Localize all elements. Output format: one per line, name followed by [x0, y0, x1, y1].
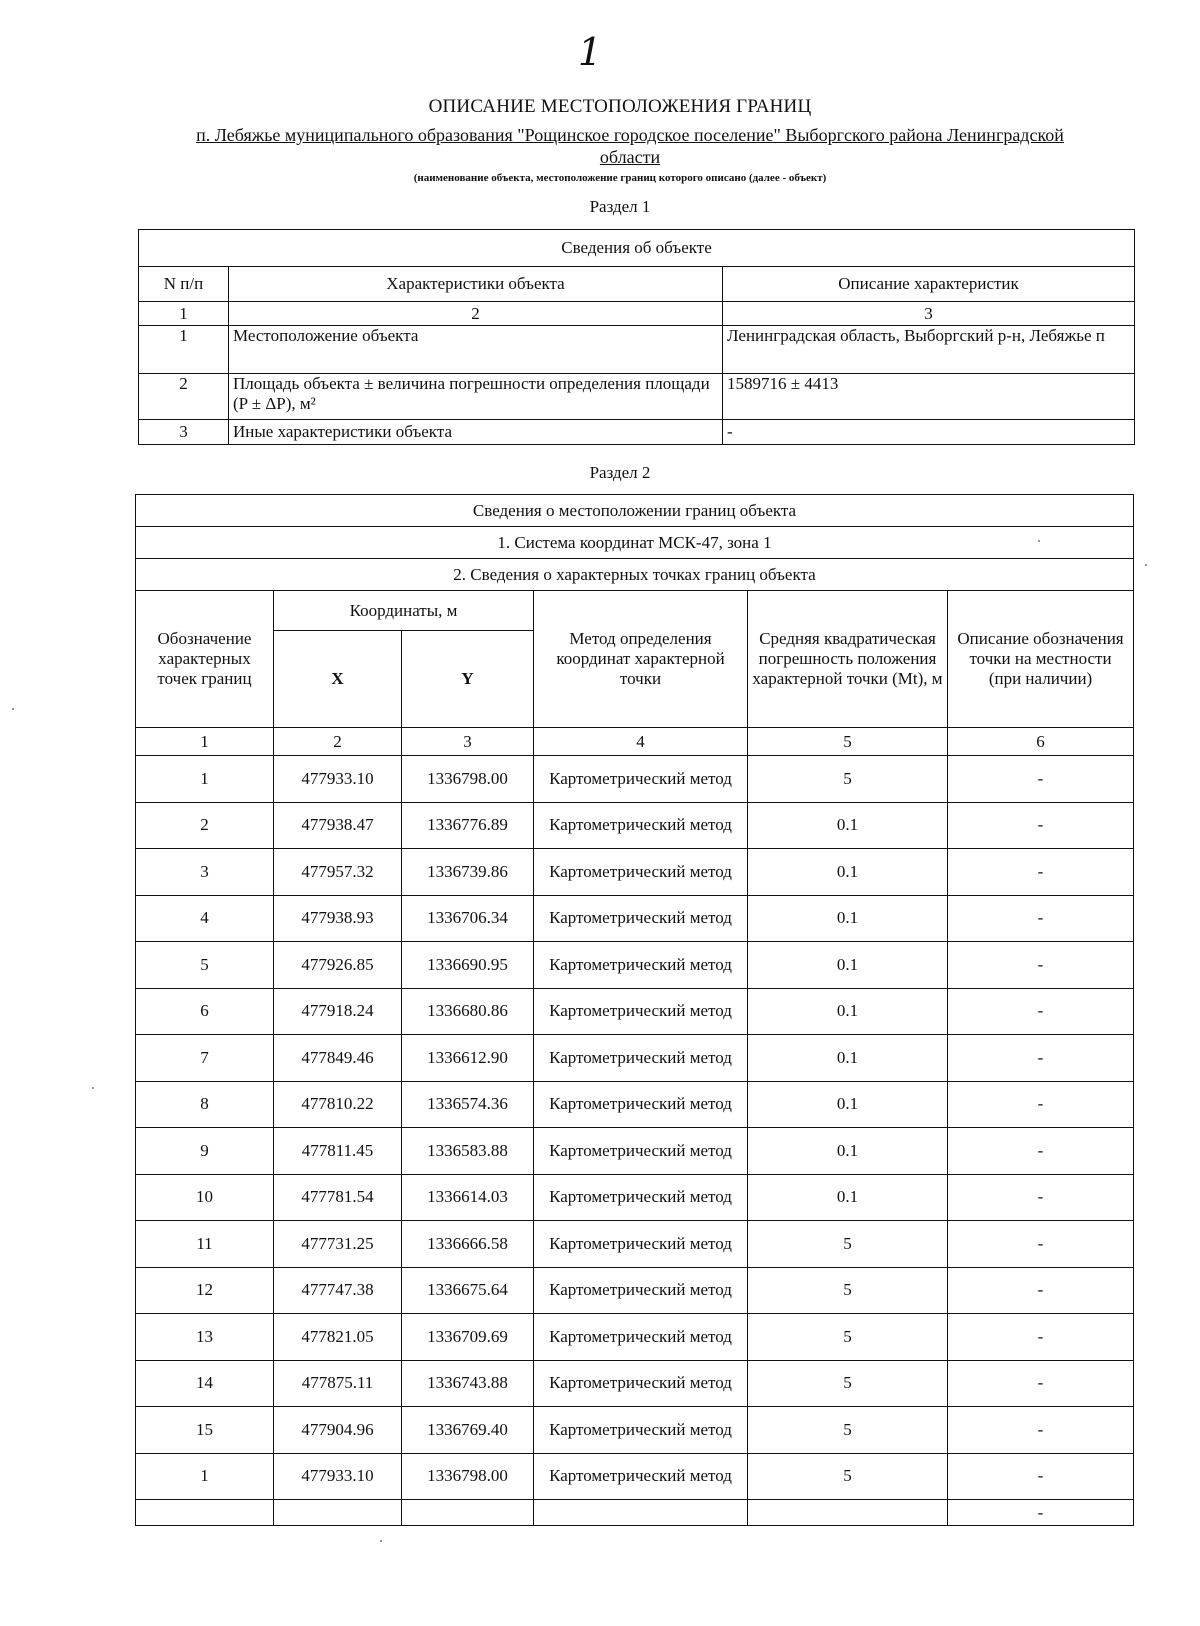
section2-label: Раздел 2: [589, 463, 651, 482]
table-row: [136, 1128, 1134, 1175]
col-number: 4: [534, 728, 748, 756]
coord-y: 1336769.40: [402, 1407, 534, 1454]
coord-y: 1336614.03: [402, 1174, 534, 1221]
characteristic-value: -: [723, 420, 1135, 445]
table-row: [139, 420, 1135, 445]
point-id: 8: [136, 1081, 274, 1128]
mean-error: 0.1: [748, 895, 948, 942]
row-number: 2: [139, 374, 229, 420]
scan-speck: [1145, 564, 1147, 566]
method: Картометрический метод: [534, 1128, 748, 1175]
method: Картометрический метод: [534, 849, 748, 896]
scan-speck: [12, 708, 14, 710]
table-row: [136, 1453, 1134, 1500]
method: Картометрический метод: [534, 756, 748, 803]
point-description: -: [948, 1267, 1134, 1314]
point-id: 10: [136, 1174, 274, 1221]
object-name-line2: области: [599, 147, 661, 167]
table-row: [136, 895, 1134, 942]
coord-y: 1336739.86: [402, 849, 534, 896]
boundary-table-title: Сведения о местоположении границ объекта: [136, 495, 1134, 527]
method: Картометрический метод: [534, 1174, 748, 1221]
coord-y: 1336675.64: [402, 1267, 534, 1314]
point-rows: [136, 756, 1134, 1500]
coord-y: 1336798.00: [402, 1453, 534, 1500]
object-info-title: Сведения об объекте: [139, 230, 1135, 267]
mean-error: 0.1: [748, 849, 948, 896]
table-row: [136, 942, 1134, 989]
coord-y: 1336690.95: [402, 942, 534, 989]
section1-label: Раздел 1: [589, 197, 651, 216]
coord-y: 1336612.90: [402, 1035, 534, 1082]
point-id: 3: [136, 849, 274, 896]
header-point-description: Описание обозначения точки на местности (при наличии): [948, 591, 1134, 728]
object-name-note: (наименование объекта, местоположение границ которого описано (далее - объект): [413, 172, 827, 184]
col-number: 1: [139, 302, 229, 326]
col-number: 1: [136, 728, 274, 756]
point-id: 11: [136, 1221, 274, 1268]
object-info-table: [138, 229, 1135, 445]
characteristic-name: Площадь объекта ± величина погрешности определения площади (P ± ΔP), м²: [229, 374, 723, 420]
coord-y: 1336680.86: [402, 988, 534, 1035]
method: Картометрический метод: [534, 802, 748, 849]
point-description: -: [948, 942, 1134, 989]
table-row: [136, 1081, 1134, 1128]
coord-y: 1336583.88: [402, 1128, 534, 1175]
object-name-line1: п. Лебяжье муниципального образования "Рощинское городское поселение" Выборгского района Ленинградской: [196, 125, 1064, 145]
table-row: [136, 988, 1134, 1035]
point-description: -: [948, 756, 1134, 803]
mean-error: 0.1: [748, 988, 948, 1035]
col-number: 6: [948, 728, 1134, 756]
header-characteristics: Характеристики объекта: [229, 267, 723, 302]
coord-x: 477938.47: [274, 802, 402, 849]
table-row: [136, 756, 1134, 803]
method: Картометрический метод: [534, 895, 748, 942]
document-title: ОПИСАНИЕ МЕСТОПОЛОЖЕНИЯ ГРАНИЦ: [428, 96, 812, 117]
coord-x: 477875.11: [274, 1360, 402, 1407]
scan-speck: [92, 1087, 94, 1089]
point-id: 14: [136, 1360, 274, 1407]
table-row: [136, 1360, 1134, 1407]
method: Картометрический метод: [534, 1035, 748, 1082]
table-row: [136, 1267, 1134, 1314]
col-number: 5: [748, 728, 948, 756]
point-id: 6: [136, 988, 274, 1035]
coord-x: 477933.10: [274, 1453, 402, 1500]
header-point: Обозначение характерных точек границ: [136, 591, 274, 728]
coord-x: 477926.85: [274, 942, 402, 989]
header-y: Y: [402, 631, 534, 728]
header-error: Средняя квадратическая погрешность положения характерной точки (Mt), м: [748, 591, 948, 728]
coord-x: 477938.93: [274, 895, 402, 942]
point-id: 1: [136, 756, 274, 803]
characteristic-name: Местоположение объекта: [229, 326, 723, 374]
header-x: X: [274, 631, 402, 728]
coord-x: 477781.54: [274, 1174, 402, 1221]
col-number: 3: [402, 728, 534, 756]
table-row: [136, 1221, 1134, 1268]
mean-error: 0.1: [748, 1081, 948, 1128]
point-description: -: [948, 1174, 1134, 1221]
coordinate-system: 1. Система координат МСК-47, зона 1: [136, 527, 1134, 559]
col-number: 2: [229, 302, 723, 326]
point-description: -: [948, 849, 1134, 896]
coord-x: 477731.25: [274, 1221, 402, 1268]
point-description: -: [948, 1081, 1134, 1128]
mean-error: 0.1: [748, 942, 948, 989]
characteristic-name: Иные характеристики объекта: [229, 420, 723, 445]
table-row-empty: [136, 1500, 1134, 1526]
mean-error: 5: [748, 1360, 948, 1407]
table-row: [136, 1407, 1134, 1454]
point-id: 7: [136, 1035, 274, 1082]
coord-x: 477747.38: [274, 1267, 402, 1314]
point-description: -: [948, 1221, 1134, 1268]
point-description: -: [948, 895, 1134, 942]
point-description: -: [948, 802, 1134, 849]
point-id: 12: [136, 1267, 274, 1314]
row-number: 1: [139, 326, 229, 374]
header-coordinates: Координаты, м: [274, 591, 534, 631]
characteristic-value: 1589716 ± 4413: [723, 374, 1135, 420]
coord-y: 1336709.69: [402, 1314, 534, 1361]
coord-y: 1336666.58: [402, 1221, 534, 1268]
mean-error: 5: [748, 756, 948, 803]
mean-error: 0.1: [748, 1128, 948, 1175]
header-description: Описание характеристик: [723, 267, 1135, 302]
mean-error: 5: [748, 1267, 948, 1314]
coord-x: 477918.24: [274, 988, 402, 1035]
coord-x: 477810.22: [274, 1081, 402, 1128]
point-description: -: [948, 1128, 1134, 1175]
point-description: -: [948, 1500, 1134, 1526]
coord-x: 477957.32: [274, 849, 402, 896]
point-description: -: [948, 1314, 1134, 1361]
table-row: [136, 849, 1134, 896]
table-row: [136, 1314, 1134, 1361]
point-id: 5: [136, 942, 274, 989]
point-description: -: [948, 988, 1134, 1035]
table-row: [139, 326, 1135, 374]
method: Картометрический метод: [534, 942, 748, 989]
point-id: 13: [136, 1314, 274, 1361]
col-number: 2: [274, 728, 402, 756]
scan-speck: [1038, 540, 1040, 542]
coord-y: 1336743.88: [402, 1360, 534, 1407]
point-id: 4: [136, 895, 274, 942]
points-subtitle: 2. Сведения о характерных точках границ объекта: [136, 559, 1134, 591]
coord-x: 477904.96: [274, 1407, 402, 1454]
mean-error: 5: [748, 1453, 948, 1500]
mean-error: 5: [748, 1407, 948, 1454]
table-row: [139, 374, 1135, 420]
point-id: 2: [136, 802, 274, 849]
coord-x: 477849.46: [274, 1035, 402, 1082]
point-id: 9: [136, 1128, 274, 1175]
coord-x: 477821.05: [274, 1314, 402, 1361]
method: Картометрический метод: [534, 1267, 748, 1314]
mean-error: 5: [748, 1221, 948, 1268]
col-number: 3: [723, 302, 1135, 326]
table-row: [136, 802, 1134, 849]
header-n: N п/п: [139, 267, 229, 302]
method: Картометрический метод: [534, 1453, 748, 1500]
table-row: [136, 1035, 1134, 1082]
point-id: 1: [136, 1453, 274, 1500]
method: Картометрический метод: [534, 988, 748, 1035]
method: Картометрический метод: [534, 1221, 748, 1268]
method: Картометрический метод: [534, 1360, 748, 1407]
row-number: 3: [139, 420, 229, 445]
mean-error: 5: [748, 1314, 948, 1361]
coord-y: 1336798.00: [402, 756, 534, 803]
characteristic-value: Ленинградская область, Выборгский р-н, Лебяжье п: [723, 326, 1135, 374]
scan-speck: [380, 1540, 382, 1542]
coord-y: 1336706.34: [402, 895, 534, 942]
boundary-points-table: [135, 494, 1134, 1526]
header-method: Метод определения координат характерной точки: [534, 591, 748, 728]
point-description: -: [948, 1453, 1134, 1500]
object-name: [150, 124, 1110, 168]
coord-x: 477811.45: [274, 1128, 402, 1175]
point-id: 15: [136, 1407, 274, 1454]
point-description: -: [948, 1035, 1134, 1082]
coord-y: 1336776.89: [402, 802, 534, 849]
mean-error: 0.1: [748, 1174, 948, 1221]
method: Картометрический метод: [534, 1407, 748, 1454]
coord-x: 477933.10: [274, 756, 402, 803]
coord-y: 1336574.36: [402, 1081, 534, 1128]
point-description: -: [948, 1407, 1134, 1454]
point-description: -: [948, 1360, 1134, 1407]
method: Картометрический метод: [534, 1314, 748, 1361]
mean-error: 0.1: [748, 1035, 948, 1082]
method: Картометрический метод: [534, 1081, 748, 1128]
table-row: [136, 1174, 1134, 1221]
mean-error: 0.1: [748, 802, 948, 849]
page-number: 1: [577, 30, 603, 74]
